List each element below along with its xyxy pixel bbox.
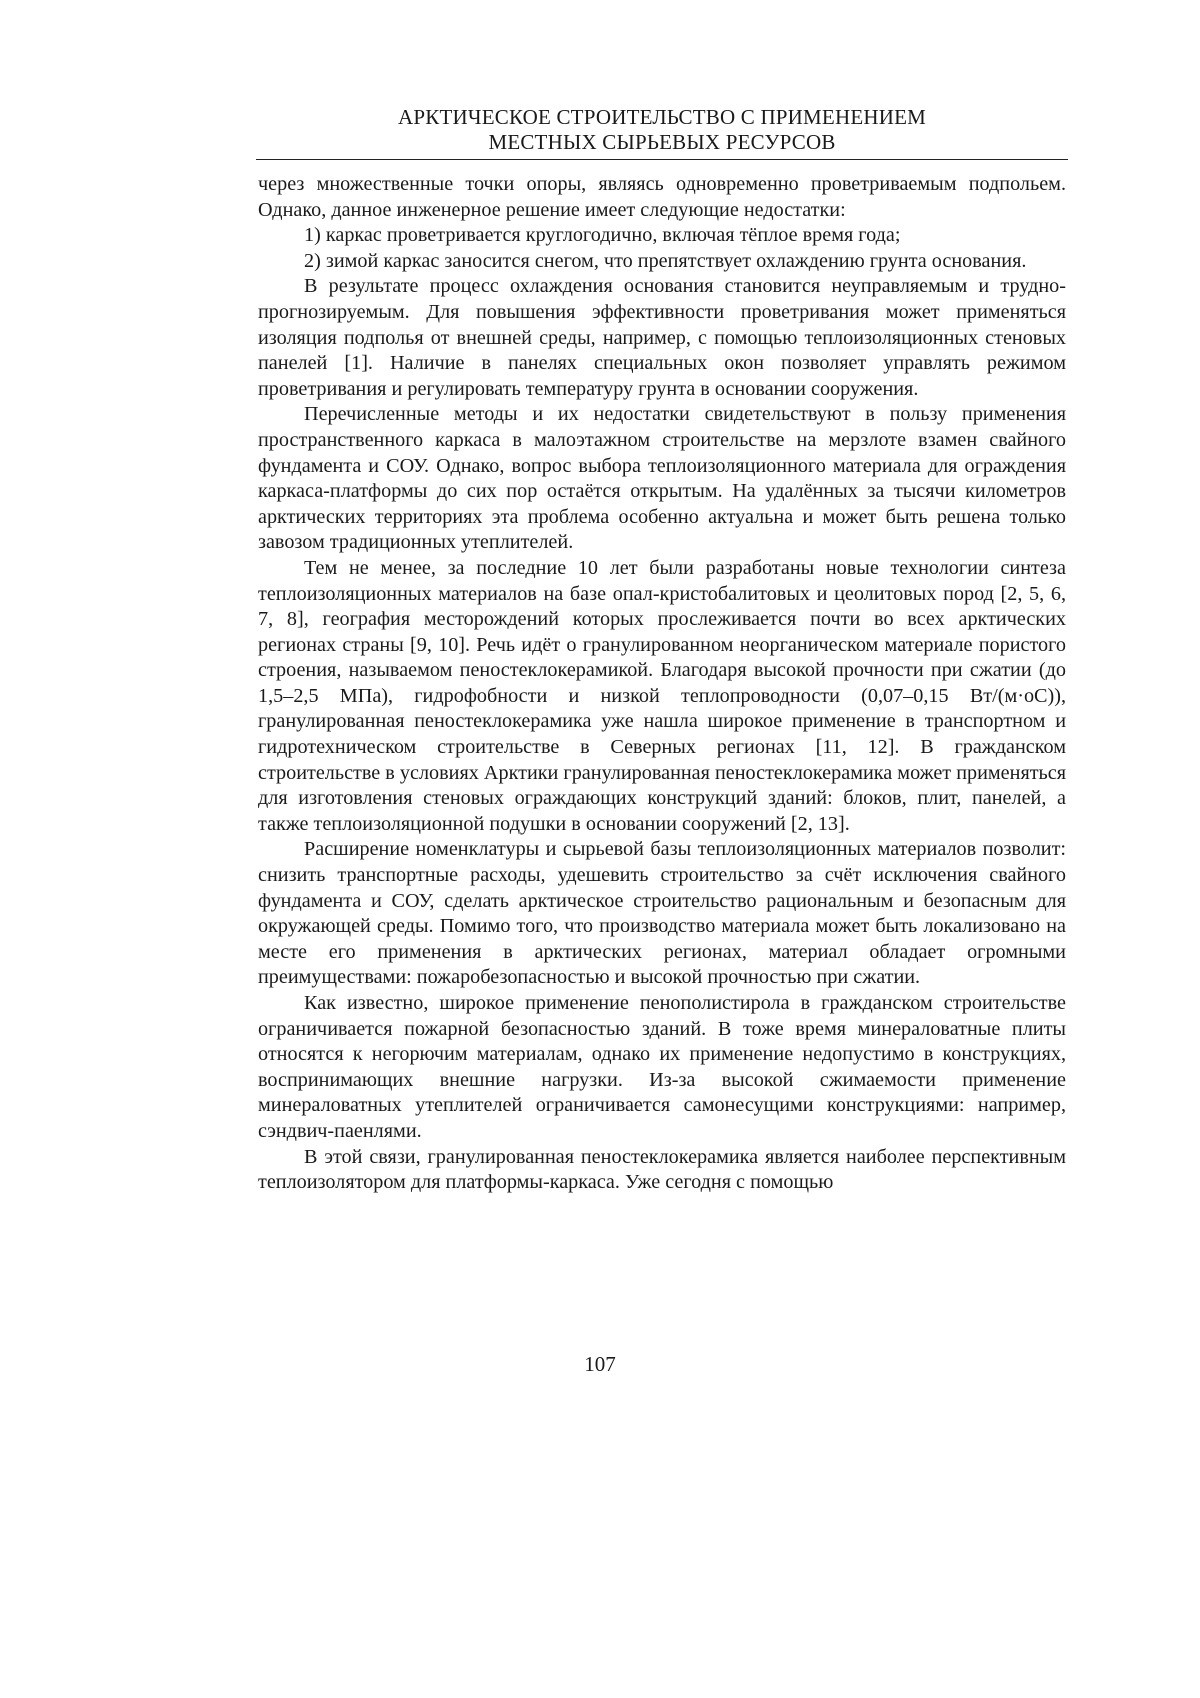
paragraph: Тем не менее, за последние 10 лет были разработаны новые технологии синтеза теплоизоляционных материалов на базе опал-кристобалитовых и цеолитовых пород [2, 5, 6, 7, 8], география месторождений которых прослеживается почти во всех арктических регионах страны [9, 10]. Речь идёт о гранулированном неорганическом материале пористого строения, называемом пеностеклокерамикой. Благодаря высокой прочности при сжатии (до 1,5–2,5 МПа), гидрофобности и низкой теплопроводности (0,07–0,15 Вт/(м·оС)), гранулированная пеностеклокерамика уже нашла широкое применение в транспортном и гидротехническом строительстве в Северных регионах [11, 12]. В гражданском строительстве в условиях Арктики гранулированная пеностеклокерамика может применяться для изготовления стеновых ограждающих конструкций зданий: блоков, плит, панелей, а также теплоизоляционной подушки в основании сооружений [2, 13]. — [258, 556, 1066, 838]
header-line-1: АРКТИЧЕСКОЕ СТРОИТЕЛЬСТВО С ПРИМЕНЕНИЕМ — [256, 105, 1068, 130]
header-line-2: МЕСТНЫХ СЫРЬЕВЫХ РЕСУРСОВ — [256, 130, 1068, 155]
document-page — [0, 0, 1200, 1698]
paragraph: Как известно, широкое применение пенополистирола в гражданском строительстве ограничивается пожарной безопасностью зданий. В тоже время минераловатные плиты относятся к негорючим материалам, однако их применение недопустимо в конструкциях, воспринимающих внешние нагрузки. Из-за высокой сжимаемости применение минераловатных утеплителей ограничивается самонесущими конструкциями: например, сэндвич-паенлями. — [258, 991, 1066, 1145]
paragraph: В этой связи, гранулированная пеностеклокерамика является наиболее перспективным теплоизолятором для платформы-каркаса. Уже сегодня с помощью — [258, 1145, 1066, 1196]
running-header — [256, 105, 1068, 155]
paragraph: В результате процесс охлаждения основания становится неуправляемым и трудно­прогнозируемым. Для повышения эффективности проветривания может применяться изоляция подполья от внешней среды, например, с помощью теплоизоляционных стеновых панелей [1]. Наличие в панелях специальных окон позволяет управлять режимом проветривания и регулировать температуру грунта в основании сооружения. — [258, 274, 1066, 402]
page-number: 107 — [0, 1352, 1200, 1377]
list-item-2: 2) зимой каркас заносится снегом, что препятствует охлаждению грунта основания. — [258, 249, 1066, 275]
header-divider — [256, 159, 1068, 160]
paragraph: Перечисленные методы и их недостатки свидетельствуют в пользу применения пространственного каркаса в малоэтажном строительстве на мерзлоте взамен свайного фундамента и СОУ. Однако, вопрос выбора теплоизоляционного материала для ограждения каркаса-платформы до сих пор остаётся открытым. На удалённых за тысячи километров арктических территориях эта проблема особенно актуальна и может быть решена только завозом традиционных утеплителей. — [258, 402, 1066, 556]
paragraph-continuation: через множественные точки опоры, являясь одновременно проветриваемым подпольем. Однако, данное инженерное решение имеет следующие недостатки: — [258, 172, 1066, 223]
body-text — [258, 172, 1066, 1196]
paragraph: Расширение номенклатуры и сырьевой базы теплоизоляционных материалов позволит: снизить транспортные расходы, удешевить строительство за счёт исключения свайного фундамента и СОУ, сделать арктическое строительство рациональным и безопасным для окружающей среды. Помимо того, что производство материала может быть локализовано на месте его применения в арктических регионах, материал обладает огромными преимуществами: пожаробезопасностью и высокой прочностью при сжатии. — [258, 837, 1066, 991]
list-item-1: 1) каркас проветривается круглогодично, включая тёплое время года; — [258, 223, 1066, 249]
